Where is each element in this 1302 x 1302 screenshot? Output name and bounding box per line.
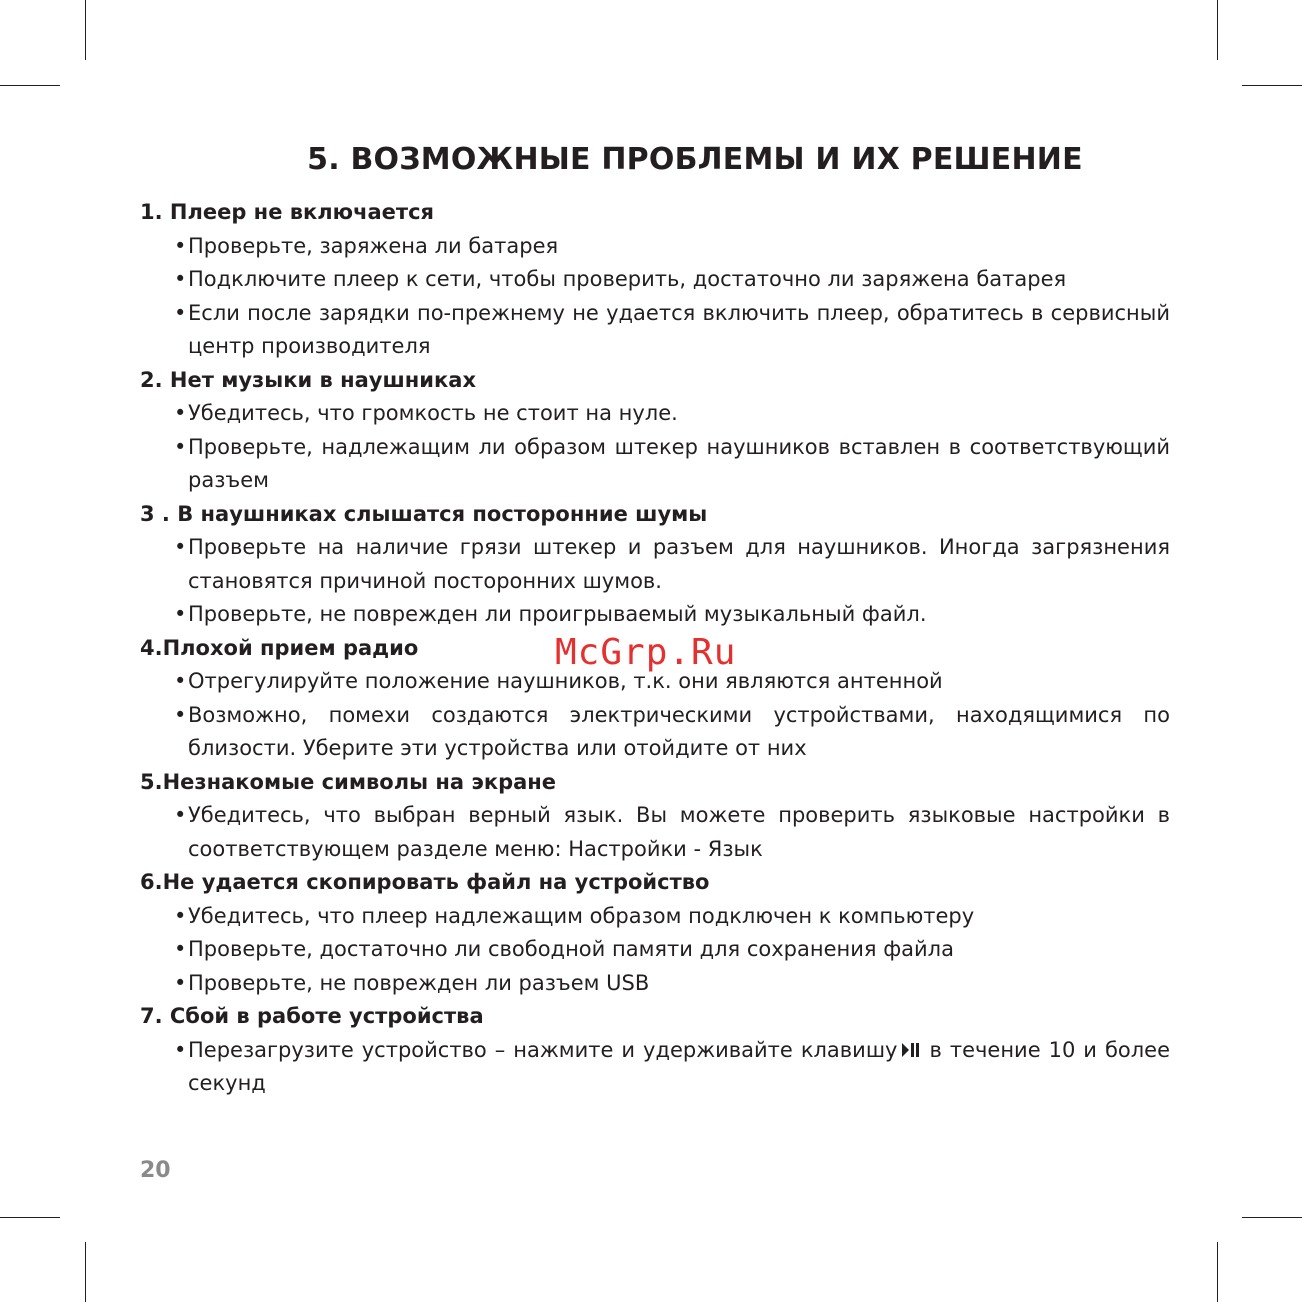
section-heading-7: 7. Сбой в работе устройства	[140, 1004, 484, 1028]
page-title: 5. ВОЗМОЖНЫЕ ПРОБЛЕМЫ И ИХ РЕШЕНИЕ	[307, 142, 1083, 177]
list-item	[174, 431, 1170, 498]
section-list-7	[140, 1034, 1170, 1101]
crop-mark	[1217, 0, 1218, 60]
crop-mark	[1242, 85, 1302, 86]
list-item	[174, 397, 1170, 431]
list-item-text: Проверьте, достаточно ли свободной памяти для сохранения файла	[188, 937, 954, 961]
list-item	[174, 933, 1170, 967]
list-item-text: Убедитесь, что выбран верный язык. Вы можете проверить языковые настройки в соответствующем разделе меню: Настройки - Язык	[188, 803, 1170, 861]
list-item	[174, 598, 1170, 632]
bullet-icon: •	[174, 233, 187, 258]
list-item-text: Проверьте на наличие грязи штекер и разъем для наушников. Иногда загрязнения становятся причиной посторонних шумов.	[188, 535, 1170, 593]
document-page	[140, 130, 1170, 1101]
section-list-2	[140, 397, 1170, 498]
list-item-text: Возможно, помехи создаются электрическими устройствами, находящимися по близости. Уберите эти устройства или отойдите от них	[188, 702, 1170, 760]
section-heading-3: 3 . В наушниках слышатся посторонние шумы	[140, 501, 708, 526]
list-item	[174, 900, 1170, 934]
list-item-text: Проверьте, не поврежден ли разъем USB	[188, 970, 650, 995]
bullet-icon: •	[174, 434, 187, 459]
list-item	[174, 230, 1170, 264]
bullet-icon: •	[174, 300, 187, 325]
crop-mark	[0, 85, 60, 86]
play-pause-icon	[901, 1041, 921, 1059]
bullet-icon: •	[174, 602, 187, 626]
list-item-text: Подключите плеер к сети, чтобы проверить, достаточно ли заряжена батарея	[188, 267, 1067, 291]
bullet-icon: •	[174, 267, 187, 291]
watermark: McGrp.Ru	[555, 632, 737, 673]
section-heading-1: 1. Плеер не включается	[140, 200, 435, 224]
bullet-icon: •	[174, 702, 187, 727]
section-list-4	[140, 665, 1170, 766]
section-list-1	[140, 230, 1170, 364]
bullet-icon: •	[174, 937, 187, 961]
section-list-3	[140, 531, 1170, 632]
bullet-icon: •	[174, 401, 187, 425]
bullet-icon: •	[174, 903, 187, 928]
crop-mark	[85, 1242, 86, 1302]
section-heading-2: 2. Нет музыки в наушниках	[140, 367, 476, 392]
bullet-icon: •	[174, 669, 187, 693]
crop-mark	[1217, 1242, 1218, 1302]
list-item	[174, 699, 1170, 766]
list-item-text: Убедитесь, что громкость не стоит на нуле.	[188, 401, 678, 425]
list-item	[174, 297, 1170, 364]
bullet-icon: •	[174, 970, 187, 995]
list-item-text: Перезагрузите устройство – нажмите и удерживайте клавишу	[188, 1037, 898, 1062]
section-heading-4: 4.Плохой прием радио	[140, 635, 419, 660]
list-item-text: Отрегулируйте положение наушников, т.к. они являются антенной	[188, 669, 943, 693]
bullet-icon: •	[174, 535, 187, 559]
section-list-5	[140, 799, 1170, 866]
crop-mark	[0, 1217, 60, 1218]
section-list-6	[140, 900, 1170, 1001]
list-item-text: Проверьте, не поврежден ли проигрываемый музыкальный файл.	[188, 602, 927, 626]
list-item-text: Проверьте, заряжена ли батарея	[188, 233, 559, 258]
list-item-text: в течение 10 и более секунд	[188, 1037, 1171, 1095]
list-item-text: Проверьте, надлежащим ли образом штекер наушников вставлен в соответствующий разъем	[188, 434, 1170, 492]
list-item-text: Если после зарядки по-прежнему не удается включить плеер, обратитесь в сервисный центр производителя	[188, 300, 1170, 358]
list-item	[174, 799, 1170, 866]
bullet-icon: •	[174, 1037, 187, 1062]
list-item	[174, 263, 1170, 297]
section-heading-6: 6.Не удается скопировать файл на устройство	[140, 870, 710, 894]
page-number: 20	[140, 1158, 171, 1183]
list-item-text: Убедитесь, что плеер надлежащим образом подключен к компьютеру	[188, 903, 975, 928]
list-item	[174, 967, 1170, 1001]
section-heading-5: 5.Незнакомые символы на экране	[140, 769, 557, 794]
crop-mark	[85, 0, 86, 60]
list-item	[174, 1034, 1171, 1101]
list-item	[174, 531, 1170, 598]
bullet-icon: •	[174, 803, 187, 827]
crop-mark	[1242, 1217, 1302, 1218]
